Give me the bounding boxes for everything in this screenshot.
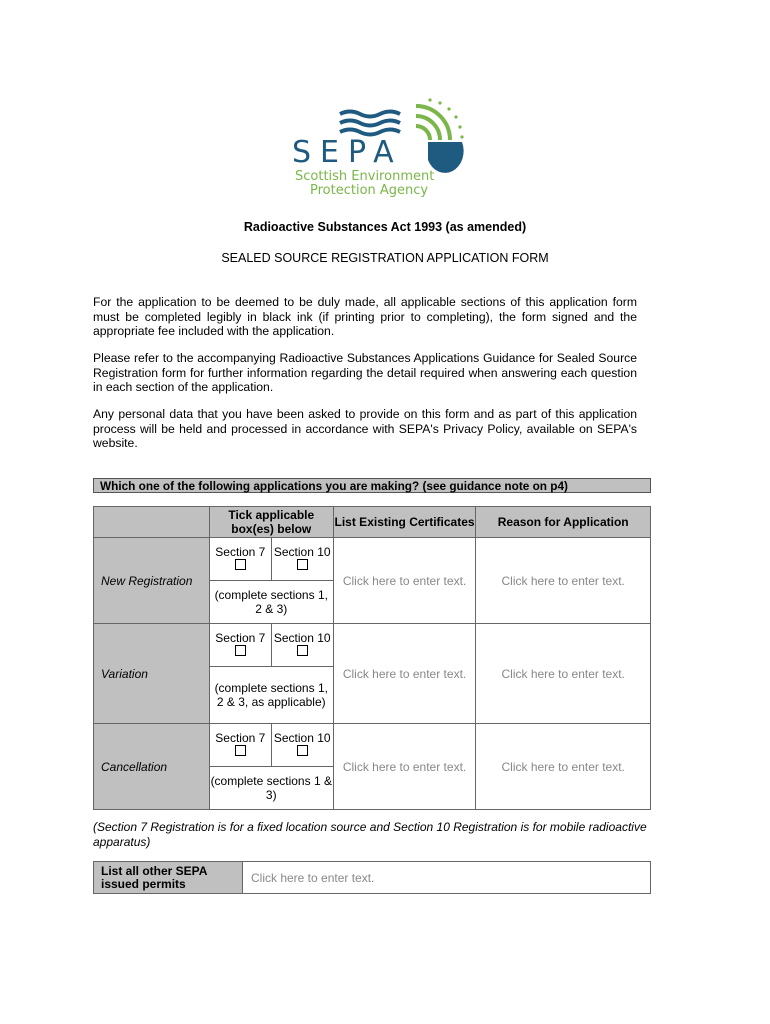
permits-label: List all other SEPA issued permits — [94, 862, 243, 894]
corner-cell — [94, 507, 210, 538]
section10-checkbox[interactable] — [297, 559, 308, 570]
section7-label: Section 7 — [215, 731, 266, 745]
certificates-input[interactable]: Click here to enter text. — [333, 724, 476, 810]
section7-checkbox[interactable] — [235, 745, 246, 756]
logo-line2: Protection Agency — [310, 183, 429, 198]
logo-line1: Scottish Environment — [295, 169, 435, 184]
certificates-header: List Existing Certificates — [333, 507, 476, 538]
section7-checkbox-cell[interactable] — [209, 724, 271, 767]
section-footnote: (Section 7 Registration is for a fixed location source and Section 10 Registration is for mobile radioactive apparatus) — [93, 820, 647, 849]
section7-checkbox[interactable] — [235, 559, 246, 570]
row-label-new-registration: New Registration — [94, 538, 210, 624]
section7-label: Section 7 — [215, 631, 266, 645]
section10-label: Section 10 — [273, 731, 331, 745]
reason-header: Reason for Application — [476, 507, 651, 538]
document-title: Radioactive Substances Act 1993 (as amended) — [243, 220, 527, 234]
row-label-variation: Variation — [94, 624, 210, 724]
section10-label: Section 10 — [273, 631, 331, 645]
sepa-logo — [290, 94, 470, 198]
section10-checkbox[interactable] — [297, 745, 308, 756]
form-title: SEALED SOURCE REGISTRATION APPLICATION FORM — [221, 251, 549, 265]
privacy-paragraph: Any personal data that you have been asked to provide on this form and as part of this application process will be held and processed in accordance with SEPA's Privacy Policy, available on SEPA's website. — [93, 407, 637, 450]
reason-input[interactable]: Click here to enter text. — [476, 538, 651, 624]
section7-checkbox[interactable] — [235, 645, 246, 656]
row-note: (complete sections 1, 2 & 3, as applicable) — [209, 667, 333, 724]
section10-checkbox-cell[interactable] — [271, 538, 333, 581]
section7-label: Section 7 — [215, 545, 266, 559]
reason-input[interactable]: Click here to enter text. — [476, 624, 651, 724]
application-type-table — [93, 506, 651, 810]
section7-checkbox-cell[interactable] — [209, 538, 271, 581]
section10-checkbox[interactable] — [297, 645, 308, 656]
application-type-question: Which one of the following applications you are making? (see guidance note on p4) — [93, 478, 651, 493]
certificates-input[interactable]: Click here to enter text. — [333, 538, 476, 624]
section7-checkbox-cell[interactable] — [209, 624, 271, 667]
intro-paragraph: For the application to be deemed to be duly made, all applicable sections of this application form must be completed legibly in black ink (if printing prior to completing), the form signed and the appropriate fee included with the application. — [93, 295, 637, 338]
row-note: (complete sections 1, 2 & 3) — [209, 581, 333, 624]
permits-input[interactable]: Click here to enter text. — [243, 862, 651, 894]
certificates-input[interactable]: Click here to enter text. — [333, 624, 476, 724]
row-label-cancellation: Cancellation — [94, 724, 210, 810]
section10-label: Section 10 — [273, 545, 331, 559]
reason-input[interactable]: Click here to enter text. — [476, 724, 651, 810]
section10-checkbox-cell[interactable] — [271, 624, 333, 667]
row-note: (complete sections 1 & 3) — [209, 767, 333, 810]
guidance-paragraph: Please refer to the accompanying Radioactive Substances Applications Guidance for Sealed Source Registration form for further information regarding the detail required when answering each question in each section of the application. — [93, 351, 637, 394]
tick-header: Tick applicable box(es) below — [209, 507, 333, 538]
permits-table — [93, 861, 651, 894]
logo-acronym: SEPA — [292, 135, 403, 170]
section10-checkbox-cell[interactable] — [271, 724, 333, 767]
